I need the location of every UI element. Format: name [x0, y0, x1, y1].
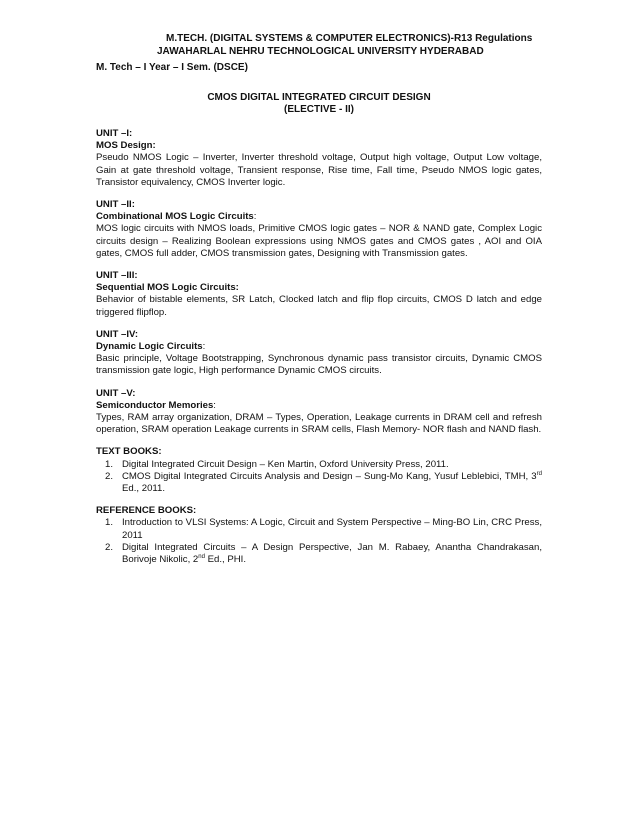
unit-label: UNIT –V: — [96, 387, 136, 399]
unit-text: Pseudo NMOS Logic – Inverter, Inverter threshold voltage, Output high voltage, Output Low voltage, Gain at gate threshold voltage, Transient response, Rise time, Fall time, Pseudo NMOS logic gates, Transistor equivalency, CMOS Inverter logic. — [96, 152, 542, 188]
unit-4 — [96, 329, 542, 378]
unit-title: Sequential MOS Logic Circuits: — [96, 282, 239, 294]
unit-text: Types, RAM array organization, DRAM – Types, Operation, Leakage currents in DRAM cell and refresh operation, SRAM operation Leakage currents in SRAM cells, Flash Memory- NOR flash and NAND flash. — [96, 412, 542, 436]
unit-label: UNIT –IV: — [96, 328, 139, 340]
unit-title-suffix: : — [253, 211, 257, 223]
unit-title: Dynamic Logic Circuits — [96, 341, 203, 353]
header-semester: M. Tech – I Year – I Sem. (DSCE) — [96, 62, 248, 73]
unit-title-suffix: : — [213, 399, 216, 411]
unit-1 — [96, 128, 542, 189]
unit-title-suffix: : — [202, 341, 206, 353]
text-books-heading: TEXT BOOKS: — [96, 446, 162, 458]
text-books-list — [96, 459, 542, 496]
unit-text: Basic principle, Voltage Bootstrapping, Synchronous dynamic pass transistor circuits, Dynamic CMOS transmission gate logic, High performance Dynamic CMOS circuits. — [96, 353, 542, 377]
unit-label: UNIT –II: — [96, 199, 135, 211]
unit-text: Behavior of bistable elements, SR Latch, Clocked latch and flip flop circuits, CMOS D latch and edge triggered flipflop. — [96, 294, 542, 318]
unit-3 — [96, 270, 542, 319]
unit-text: MOS logic circuits with NMOS loads, Primitive CMOS logic gates – NOR & NAND gate, Complex Logic circuits design – Realizing Boolean expressions using NMOS gates and CMOS gates , AOI and OIA gates, CMOS full adder, CMOS transmission gates, Designing with Transmission gates. — [96, 223, 542, 259]
unit-label: UNIT –III: — [96, 270, 138, 282]
list-item: 1. Introduction to VLSI Systems: A Logic, Circuit and System Perspective – Ming-BO Lin, CRC Press, 2011 — [105, 517, 542, 541]
text-books-section — [96, 446, 542, 495]
reference-books-section — [96, 505, 542, 566]
unit-title: Combinational MOS Logic Circuits — [96, 211, 254, 223]
unit-label: UNIT –I: — [96, 128, 133, 139]
list-item: 2. Digital Integrated Circuits – A Design Perspective, Jan M. Rabaey, Anantha Chandrakasan, Borivoje Nikolic, 2nd Ed., PHI. — [105, 541, 542, 566]
unit-2 — [96, 199, 542, 260]
unit-5 — [96, 388, 542, 437]
unit-title: MOS Design: — [96, 140, 156, 152]
syllabus-body — [96, 128, 542, 576]
header-regulation: M.TECH. (DIGITAL SYSTEMS & COMPUTER ELECTRONICS)-R13 Regulations — [166, 33, 533, 44]
list-item: 2. CMOS Digital Integrated Circuits Analysis and Design – Sung-Mo Kang, Yusuf Leblebici, TMH, 3rd Ed., 2011. — [105, 470, 542, 495]
header-university: JAWAHARLAL NEHRU TECHNOLOGICAL UNIVERSITY HYDERABAD — [157, 46, 484, 57]
list-item: 1. Digital Integrated Circuit Design – Ken Martin, Oxford University Press, 2011. — [105, 458, 449, 470]
course-subtitle: (ELECTIVE - II) — [284, 104, 354, 115]
unit-title: Semiconductor Memories — [96, 399, 214, 411]
course-title: CMOS DIGITAL INTEGRATED CIRCUIT DESIGN — [207, 92, 431, 103]
reference-books-list — [96, 517, 542, 566]
reference-books-heading: REFERENCE BOOKS: — [96, 505, 197, 517]
